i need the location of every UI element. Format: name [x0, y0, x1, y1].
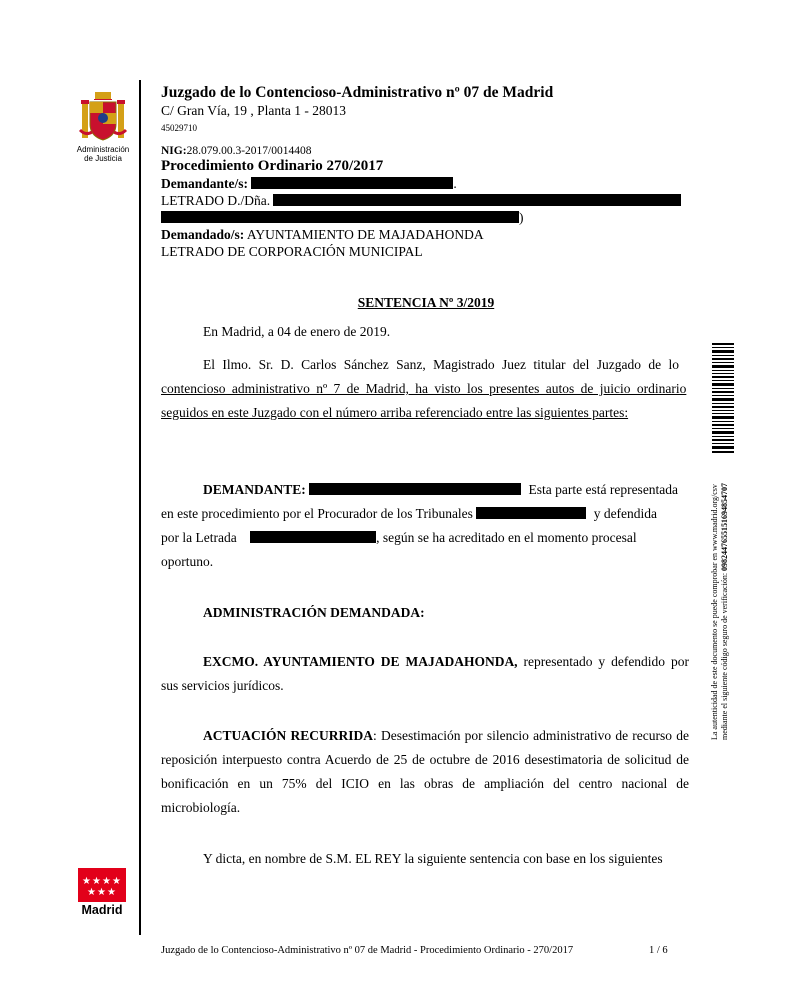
margin-rule	[139, 80, 141, 935]
letrado-line-2: )	[161, 209, 701, 226]
redaction-box	[250, 531, 376, 543]
redaction-box	[476, 507, 586, 519]
coat-of-arms-icon	[78, 90, 128, 145]
svg-text:★: ★	[97, 887, 106, 898]
page-footer	[161, 945, 681, 956]
redaction-box	[251, 177, 453, 189]
nig-line: NIG:28.079.00.3-2017/0014408	[161, 145, 312, 157]
sentencia-title: SENTENCIA Nº 3/2019	[357, 295, 495, 310]
admin-heading: ADMINISTRACIÓN DEMANDADA:	[203, 605, 425, 620]
madrid-stars-icon	[78, 868, 126, 902]
redaction-box	[161, 211, 519, 223]
demandante-line: Demandante/s: .	[161, 176, 457, 191]
demandado-line: Demandado/s: AYUNTAMIENTO DE MAJADAHONDA	[161, 227, 484, 242]
document-header	[161, 84, 701, 260]
redaction-box	[273, 194, 681, 206]
page-number: 1 / 6	[649, 945, 668, 956]
dicta-paragraph: Y dicta, en nombre de S.M. EL REY la siguiente sentencia con base en los siguientes	[203, 851, 663, 866]
svg-text:★: ★	[102, 876, 111, 887]
actuacion-paragraph: ACTUACIÓN RECURRIDA: Desestimación por silencio administrativo de recurso de reposición interpuesto contra Acuerdo de 25 de octubre de 2016 desestimatoria de solicitud de bonificación en un 75% del ICIO en las obras de ampliación del centro nacional de microbiología.	[161, 728, 689, 815]
admin-justicia-label: Administración de Justicia	[76, 145, 130, 163]
court-code: 45029710	[161, 123, 197, 133]
svg-text:★: ★	[112, 876, 121, 887]
barcode-icon	[712, 343, 734, 455]
court-address: C/ Gran Vía, 19 , Planta 1 - 28013	[161, 103, 346, 118]
footer-text: Juzgado de lo Contencioso-Administrativo nº 07 de Madrid - Procedimiento Ordinario - 270/2017	[161, 945, 574, 956]
svg-text:★: ★	[87, 887, 96, 898]
procedure-title: Procedimiento Ordinario 270/2017	[161, 158, 384, 174]
excmo-paragraph: EXCMO. AYUNTAMIENTO DE MAJADAHONDA, representado y defendido por sus servicios jurídicos.	[161, 654, 689, 693]
letrado-corporacion: LETRADO DE CORPORACIÓN MUNICIPAL	[161, 244, 423, 259]
svg-text:★: ★	[92, 876, 101, 887]
madrid-logo: ★ ★ ★ ★ ★ ★ ★ Madrid	[78, 868, 126, 922]
date-paragraph: En Madrid, a 04 de enero de 2019.	[203, 324, 391, 339]
letrado-line: LETRADO D./Dña.	[161, 192, 701, 209]
court-name: Juzgado de lo Contencioso-Administrativo nº 07 de Madrid	[161, 84, 554, 101]
svg-text:★: ★	[82, 876, 91, 887]
redaction-box	[309, 483, 521, 495]
intro-paragraph: El Ilmo. Sr. D. Carlos Sánchez Sanz, Magistrado Juez titular del Juzgado de lo contencioso administrativo nº 7 de Madrid, ha visto los presentes autos de juicio ordinario seguidos en este Juzgado con el número arriba referenciado entre las siguientes partes:	[161, 357, 687, 420]
verification-note: La autenticidad de este documento se puede comprobar en www.madrid.org/csv mediante el siguiente código seguro de verificación: 0982447655151694854707	[710, 482, 729, 740]
svg-text:★: ★	[107, 887, 116, 898]
demandante-paragraph: DEMANDANTE: Esta parte está representada en este procedimiento por el Procurador de los Tribunales y defendida por la Letrada , según se ha acreditado en el momento procesal oportuno.	[161, 482, 679, 569]
